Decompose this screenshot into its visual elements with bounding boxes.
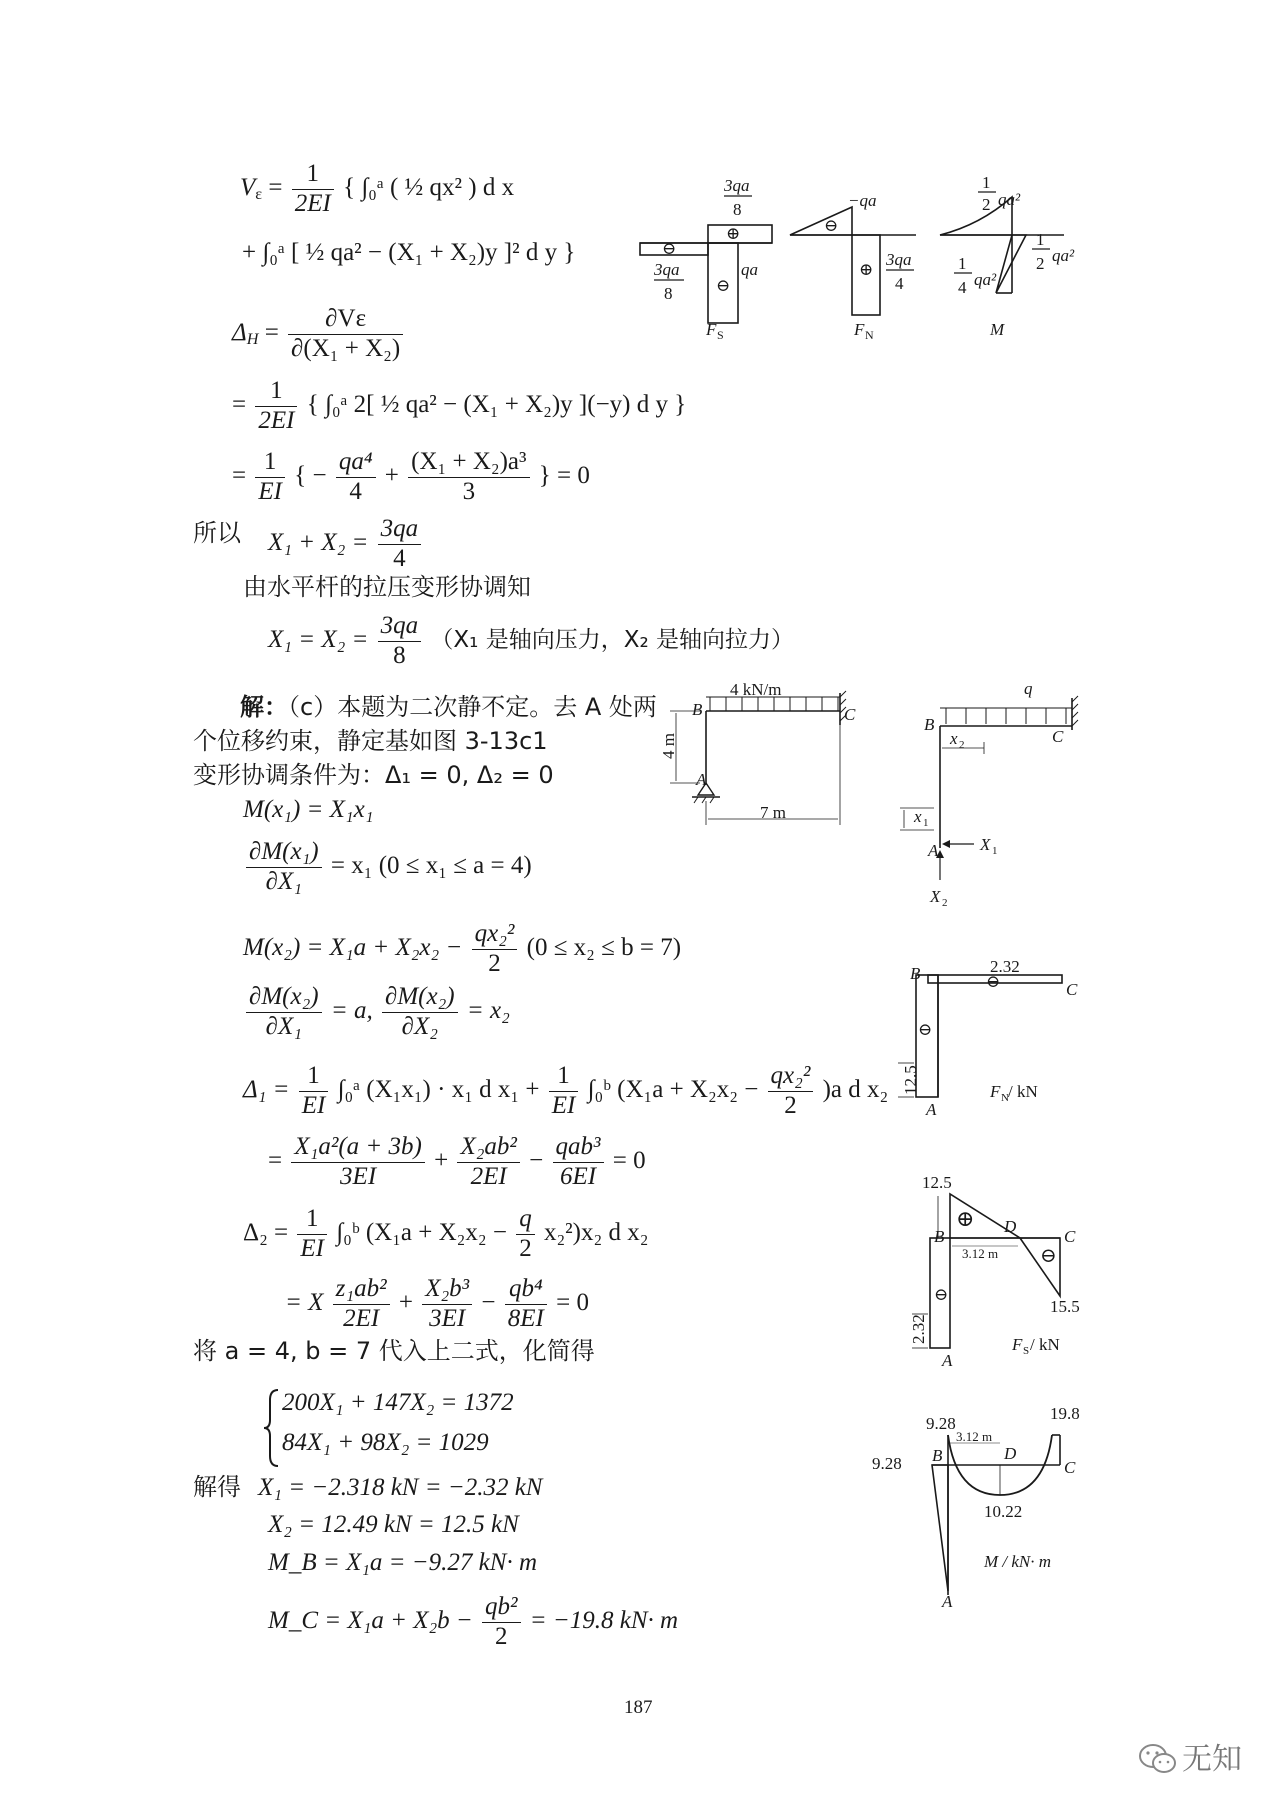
fn-diagram-title: F [990, 1082, 1001, 1101]
fn-minus-left: ⊖ [918, 1020, 933, 1039]
solution-line-2: 个位移约束，静定基如图 3-13c1 [193, 727, 548, 755]
svg-text:8: 8 [664, 284, 673, 303]
label-suoyi: 所以 [193, 519, 241, 547]
m-diagram-title: M / kN· m [984, 1552, 1052, 1571]
eq-delta-1: Δ₁ = $\frac{1}{EI}$ ∫₀ᵃ (X₁x₁) · x₁ d x₁ + $\frac{1}{EI}$ ∫₀ᵇ (X₁a + X₂x₂ − $\frac{\text{qx₂²}}{2}$ )a d x₂ [243, 1062, 889, 1119]
figure-shear-force [900, 1160, 1110, 1370]
fs-plus: ⊕ [956, 1206, 975, 1231]
m-value-b-left: 9.28 [872, 1454, 902, 1473]
svg-text:N: N [865, 328, 874, 342]
m-b: B [932, 1446, 943, 1465]
fs-plus-sign: ⊕ [726, 224, 741, 243]
eq-delta-h-line3: = $\frac{1}{EI}$ { − $\frac{\text{qa⁴}}{4}$ + $\frac{\text{(X₁ + X₂)a³}}{3}$ } = 0 [232, 448, 590, 505]
solution-line-3: 变形协调条件为：Δ₁ = 0, Δ₂ = 0 [193, 761, 554, 789]
eq-m-x1: M(x₁) = X₁x₁ [243, 796, 374, 823]
fs-value-top: 12.5 [922, 1173, 952, 1192]
fs-d: D [1004, 1217, 1017, 1236]
fn-minus-sign: ⊖ [824, 216, 839, 235]
solution-line-1: 解：（c）本题为二次静不定。去 A 处两 [240, 693, 657, 721]
fn-title: F [854, 320, 865, 339]
fs-distance: 3.12 m [962, 1246, 999, 1261]
fs-minus-sign: ⊖ [662, 239, 677, 258]
fs-value-right: 15.5 [1050, 1297, 1080, 1316]
svg-text:S: S [1023, 1345, 1030, 1357]
figure-top-diagrams [640, 175, 1120, 345]
fs-title: F [706, 320, 717, 339]
svg-text:/ kN: / kN [1008, 1082, 1038, 1101]
svg-text:qa²: qa² [974, 270, 997, 289]
page-number: 187 [624, 1697, 653, 1718]
svg-text:4: 4 [958, 278, 967, 297]
frame-width: 7 m [760, 803, 786, 822]
svg-text:1: 1 [992, 845, 998, 857]
m-d: D [1004, 1444, 1017, 1463]
svg-text:qa²: qa² [1052, 246, 1075, 265]
label-jiede: 解得 [193, 1473, 241, 1501]
fn-plus-sign: ⊕ [859, 260, 874, 279]
fs-minus-sign-2: ⊖ [716, 276, 731, 295]
fs-a: A [942, 1351, 953, 1370]
figure-axial-force [890, 955, 1100, 1125]
frame-load-label: 4 kN/m [730, 680, 782, 699]
m-left-value: 1 [958, 254, 967, 273]
svg-text:qa²: qa² [998, 190, 1021, 209]
eq-result-x1: X₁ = −2.318 kN = −2.32 kN [258, 1474, 543, 1501]
base-q: q [1024, 679, 1033, 698]
m-value-c: 19.8 [1050, 1404, 1080, 1423]
fs-left-value: 3qa [654, 260, 680, 279]
base-x1: x [914, 807, 922, 826]
fraction-dve: $\frac{\partial V\varepsilon}{\text{∂(X₁ + X₂)}}$ [288, 305, 403, 364]
m-value-d: 10.22 [984, 1502, 1023, 1521]
fs-c: C [1064, 1227, 1076, 1246]
eq-dm-x2: $\frac{\text{∂M(x₂)}}{\text{∂X₁}}$ = a, $\frac{\text{∂M(x₂)}}{\text{∂X₂}}$ = x₂ [243, 983, 510, 1042]
eq-system-2: 84X₁ + 98X₂ = 1029 [282, 1429, 489, 1456]
eq-m-x2: M(x₂) = X₁a + X₂x₂ − $\frac{\text{qx₂²}}{2}$ (0 ≤ x₂ ≤ b = 7) [243, 920, 682, 977]
svg-text:4: 4 [895, 274, 904, 293]
fn-minus-top: ⊖ [986, 972, 1001, 991]
eq-result-mc: M_C = X₁a + X₂b − $\frac{\text{qb²}}{2}$ = −19.8 kN· m [268, 1593, 679, 1650]
svg-text:2: 2 [1036, 254, 1045, 273]
wechat-logo-icon [1138, 1742, 1178, 1776]
fn-a: A [926, 1100, 937, 1119]
fs-minus-left: ⊖ [934, 1285, 949, 1304]
base-b: B [924, 715, 935, 734]
eq-sum-x: X₁ + X₂ = $\frac{3qa}{4}$ [268, 515, 424, 574]
svg-text:2: 2 [959, 739, 965, 751]
frame-height: 4 m [659, 733, 678, 759]
text-horizontal-rod: 由水平杆的拉压变形协调知 [243, 573, 531, 601]
frame-c: C [844, 705, 856, 724]
figure-bending-moment [860, 1395, 1110, 1611]
svg-text:8: 8 [733, 200, 742, 219]
watermark-text: 无知 [1182, 1742, 1242, 1777]
svg-text:2: 2 [942, 897, 948, 909]
fn-top-value: −qa [848, 191, 877, 210]
eq-delta-h-line2: = $\frac{1}{2EI}$ { ∫₀ᵃ 2[ ½ qa² − (X₁ + X₂)y ](−y) d y } [232, 377, 687, 434]
svg-text:/ kN: / kN [1030, 1335, 1060, 1354]
brace-system [262, 1388, 282, 1468]
eq-delta-2: Δ₂ = $\frac{1}{EI}$ ∫₀ᵇ (X₁a + X₂x₂ − $\frac{q}{2}$ x₂²)x₂ d x₂ [243, 1205, 649, 1262]
eq-strain-energy-line1: $V_\varepsilon$ = $\frac{1}{2EI}$ { ∫₀ᵃ ( ½ qx² ) d x [240, 160, 515, 217]
m-c: C [1064, 1458, 1076, 1477]
eq-x1-x2: X₁ = X₂ = $\frac{3qa}{8}$ （X₁ 是轴向压力，X₂ 是轴向拉力） [268, 612, 794, 669]
m-a: A [942, 1592, 953, 1611]
base-force-x2: X [930, 887, 941, 906]
fs-value-left: 2.32 [909, 1314, 928, 1344]
base-x2: x [950, 729, 958, 748]
fraction-1-2ei: $\frac{1}{2EI}$ [292, 160, 334, 219]
fn-right-value: 3qa [886, 250, 912, 269]
base-force-x1: X [980, 835, 991, 854]
m-top-value: 1 [982, 173, 991, 192]
fn-value-left: 12.5 [901, 1065, 920, 1095]
eq-strain-energy-line2: + ∫₀ᵃ [ ½ qa² − (X₁ + X₂)y ]² d y } [242, 239, 576, 266]
svg-text:S: S [717, 328, 724, 342]
svg-text:1: 1 [923, 817, 929, 829]
text-substitution: 将 a = 4, b = 7 代入上二式，化简得 [193, 1337, 595, 1365]
fs-minus-right: ⊖ [1040, 1245, 1057, 1267]
fraction-1-2ei-b: $\frac{1}{2EI}$ [255, 377, 297, 436]
fn-value-top: 2.32 [990, 957, 1020, 976]
m-value-b-top: 9.28 [926, 1414, 956, 1433]
m-right-value: 1 [1036, 230, 1045, 249]
fs-right-value: qa [741, 260, 758, 279]
frame-b: B [692, 700, 703, 719]
eq-delta-1-result: = $\frac{\text{X₁a²(a + 3b)}}{3EI}$ + $\frac{\text{X₂ab²}}{2EI}$ − $\frac{\text{qab³}}{6EI}$ = 0 [268, 1133, 646, 1190]
fs-diagram-title: F [1012, 1335, 1023, 1354]
eq-delta-h-line1: $\Delta_H$ = $\frac{\partial V\varepsilon}{\text{∂(X₁ + X₂)}}$ [232, 305, 406, 364]
figure-determinate-base [890, 670, 1090, 910]
fn-c: C [1066, 980, 1078, 999]
eq-result-mb: M_B = X₁a = −9.27 kN· m [268, 1549, 537, 1576]
svg-text:2: 2 [982, 195, 991, 214]
fs-top-value: 3qa [724, 176, 750, 195]
fn-b: B [910, 964, 921, 983]
base-c: C [1052, 727, 1064, 746]
base-a: A [928, 841, 939, 860]
figure-frame-structure [659, 680, 860, 835]
eq-result-x2: X₂ = 12.49 kN = 12.5 kN [268, 1511, 519, 1538]
eq-dm-x1: $\frac{\text{∂M(x₁)}}{\text{∂X₁}}$ = x₁ (0 ≤ x₁ ≤ a = 4) [243, 838, 532, 897]
m-distance: 3.12 m [956, 1429, 993, 1444]
eq-system-1: 200X₁ + 147X₂ = 1372 [282, 1389, 514, 1416]
svg-text:N: N [1001, 1092, 1009, 1104]
fs-b: B [934, 1227, 945, 1246]
fraction-1-ei: $\frac{1}{EI}$ [255, 448, 285, 507]
m-title: M [990, 320, 1005, 339]
frame-a: A [696, 770, 707, 789]
eq-delta-2-result: = X $\frac{\text{z₁ab²}}{2EI}$ + $\frac{\text{X₂b³}}{3EI}$ − $\frac{\text{qb⁴}}{8EI}$ = 0 [285, 1275, 589, 1332]
